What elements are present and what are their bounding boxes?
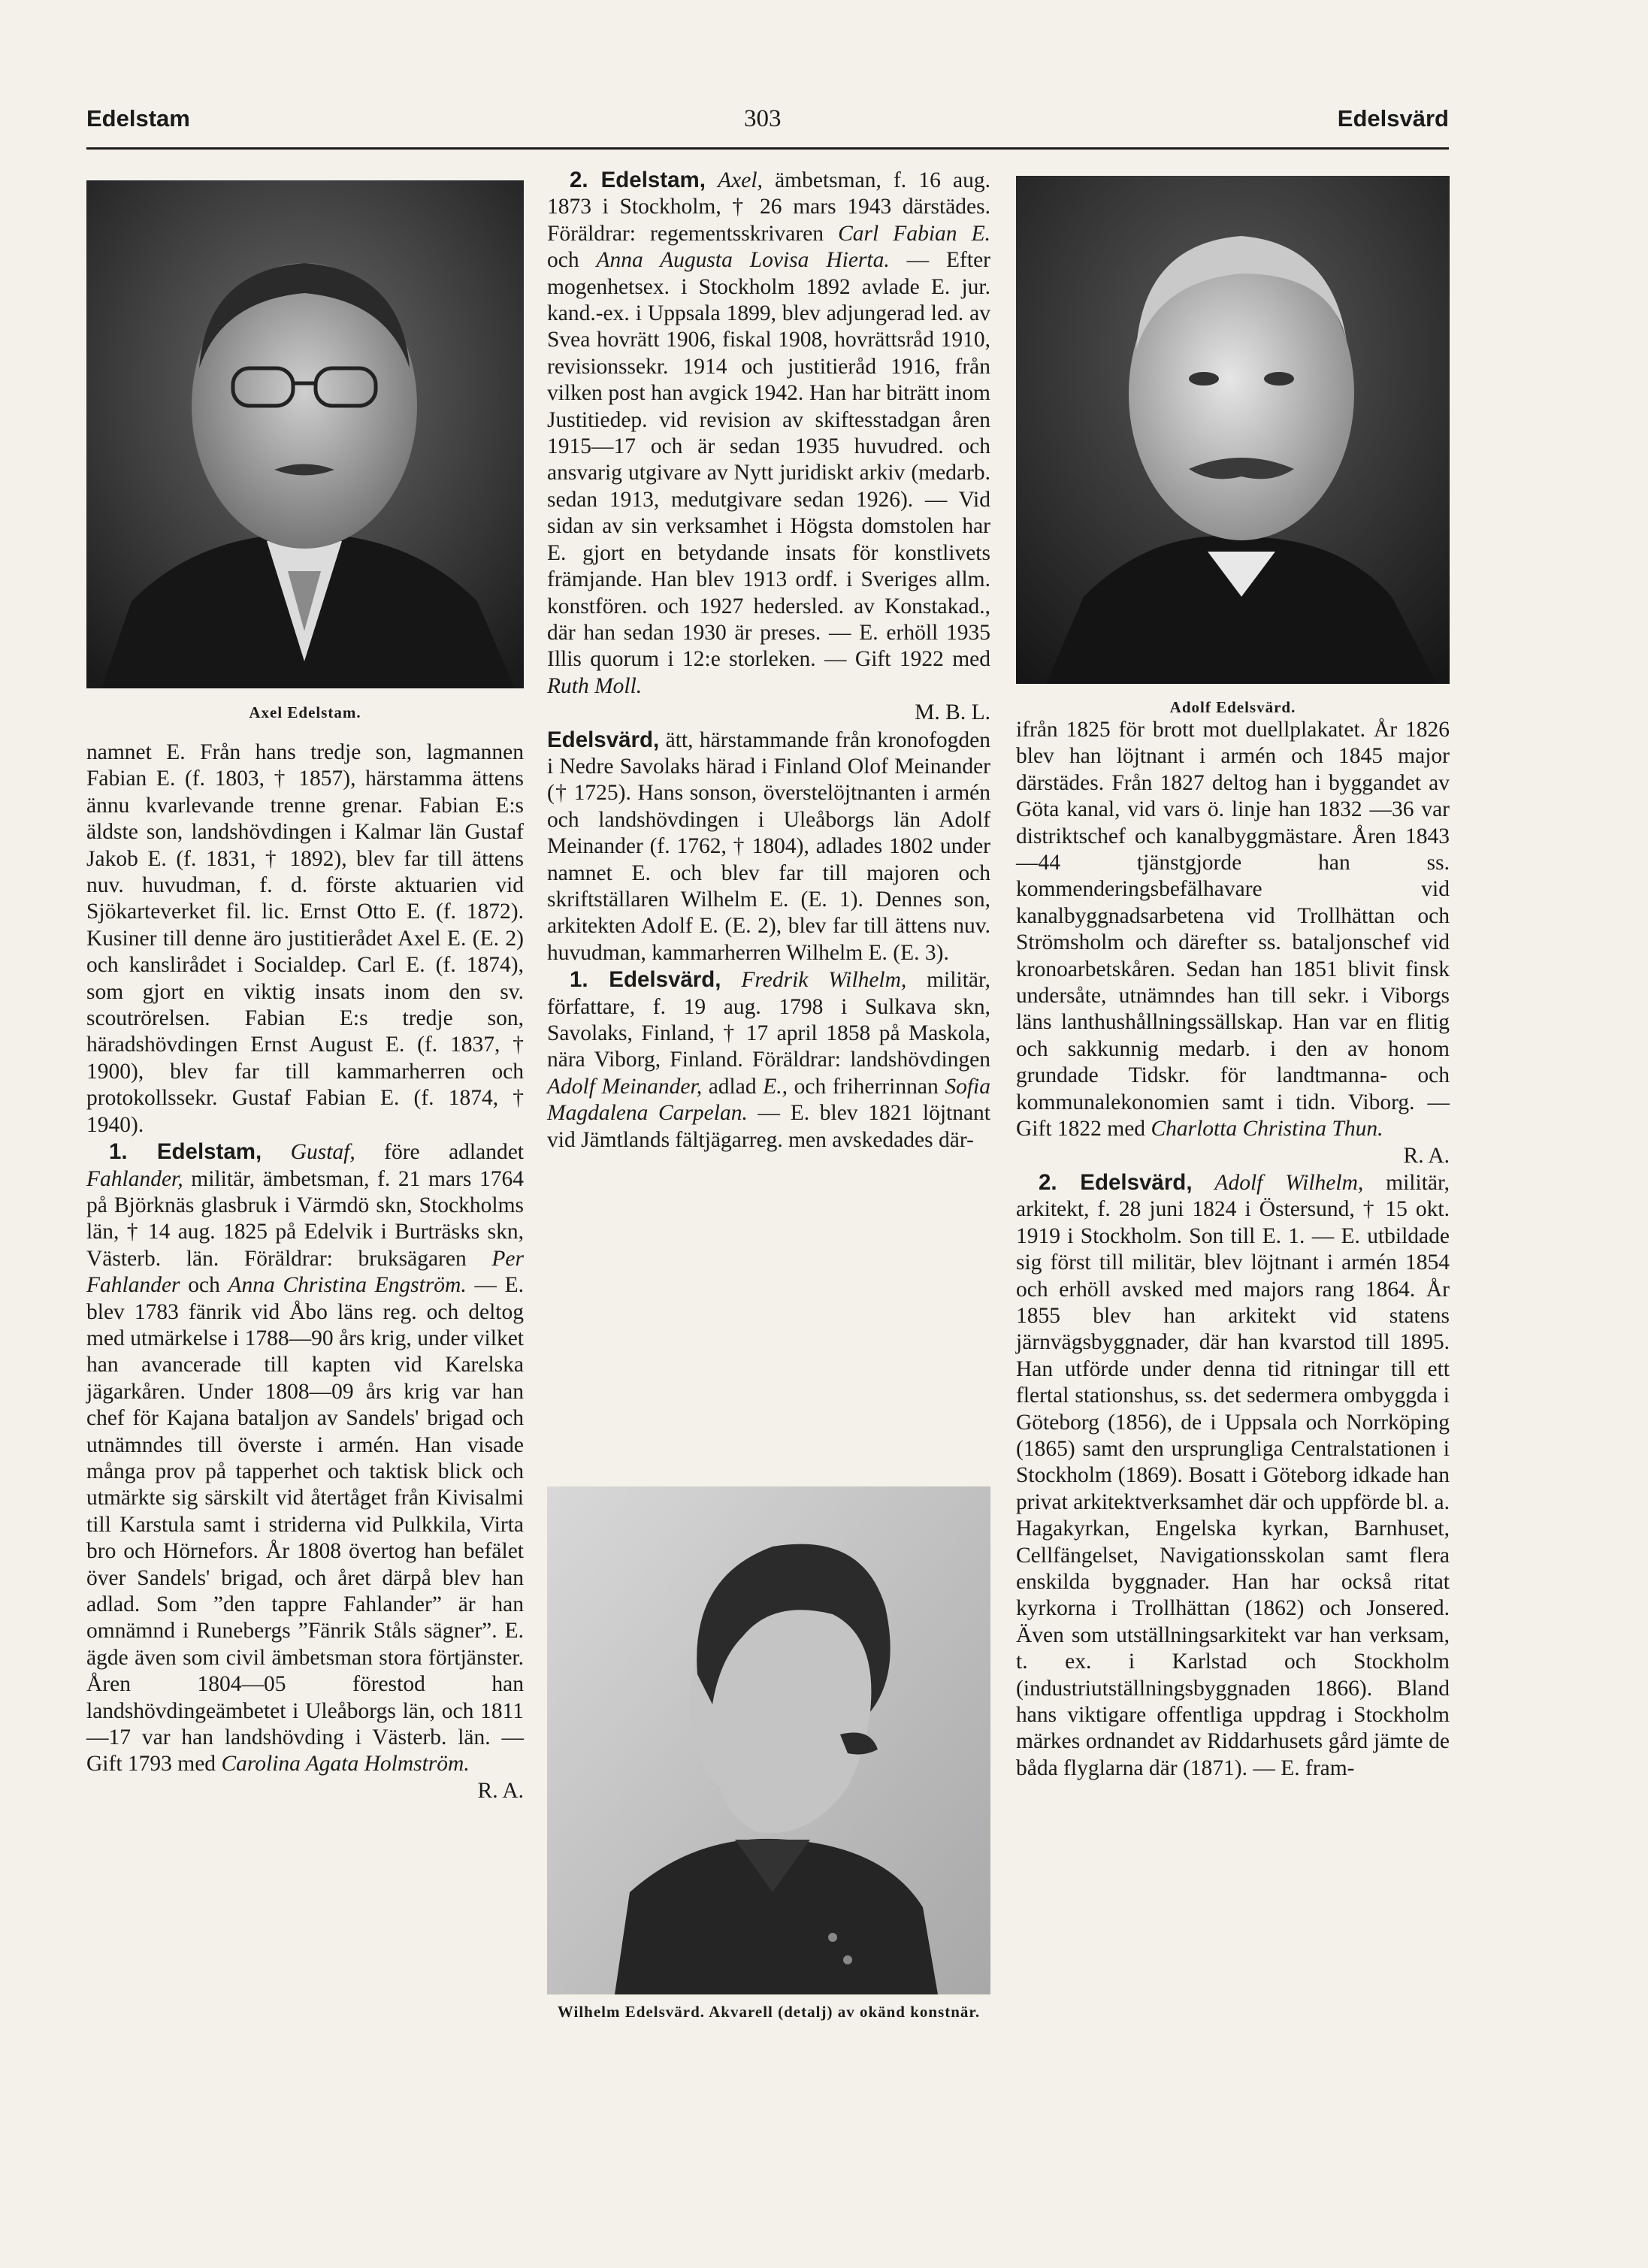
- column-middle: [547, 167, 990, 1154]
- portrait-wilhelm-edelsvard: [547, 1486, 990, 1994]
- author-signature: M. B. L.: [915, 700, 990, 725]
- author-signature: R. A.: [477, 1778, 524, 1803]
- entry-forename: Fredrik Wilhelm,: [741, 968, 907, 993]
- entry-edelsvard-family: Edelsvärd, ätt, härstammande från kronofogden i Nedre Savolaks härad i Finland Olof Meinander († 1725). Hans sonson, överstelöjtnanten i armén och landshövdingen i Uleåborgs län Adolf Meinander (f. 1762, † 1804), adlades 1802 under namnet E. och blev far till majoren och skriftställaren Wilhelm E. (E. 1). Dennes son, arkitekten Adolf E. (E. 2), blev far till ättens nuv. huvudman, kammarherren Wilhelm E. (E. 3).: [547, 727, 990, 965]
- entry-wilhelm-continued: ifrån 1825 för brott mot duellplakatet. År 1826 blev han löjtnant i armén och 1845 major därstädes. Från 1827 deltog han i byggandet av Göta kanal, vid vars ö. linje han 1832 —36 var distriktschef och kanalbyggmästare. Åren 1843—44 tjänstgjorde han ss. kommenderingsbefälhavare vid kanalbyggnadsarbetena vid Trollhättan och Strömsholm och därefter ss. bataljonschef vid kronoarbetskåren. Sedan han 1851 blivit finsk undersåte, utnämndes han till sekr. i Viborgs läns lanthushållningssällskap. Han var en flitig och sakkunnig medarb. i den av honom grundade Tidskr. för landtmanna- och kommunalekonomien samt i tidn. Viborg. — Gift 1822 med Charlotta Christina Thun. R. A.: [1016, 717, 1450, 1169]
- caption-wilhelm: Wilhelm Edelsvärd. Akvarell (detalj) av okänd konstnär.: [557, 2003, 981, 2021]
- entry-axel-edelstam: 2. Edelstam, Axel, ämbetsman, f. 16 aug. 1873 i Stockholm, † 26 mars 1943 därstädes. Föräldrar: regementsskrivaren Carl Fabian E. och Anna Augusta Lovisa Hierta. — Efter mogenhetsex. i Stockholm 1892 avlade E. jur. kand.-ex. i Uppsala 1899, blev adjungerad led. av Svea hovrätt 1906, fiskal 1908, hovrättsråd 1910, revisionssekr. 1914 och justitieråd 1916, från vilken post han avgick 1942. Han har biträtt inom Justitiedep. vid revision av skiftesstadgan åren 1915—17 och är sedan 1935 huvudred. och ansvarig utgivare av Nytt juridiskt arkiv (medarb. sedan 1913, medutgivare sedan 1926). — Vid sidan av sin verksamhet i Högsta domstolen har E. gjort en betydande insats för konstlivets främjande. Han blev 1913 ordf. i Sveriges allm. konstfören. och 1927 hedersled. av Konstakad., där han sedan 1930 är preses. — E. erhöll 1935 Illis quorum i 12:e storleken. — Gift 1922 med Ruth Moll. M. B. L.: [547, 167, 990, 727]
- lineage-paragraph: namnet E. Från hans tredje son, lagmannen Fabian E. (f. 1803, † 1857), härstamma ättens ännu kvarlevande trenne grenar. Fabian E:s äldste son, landshövdingen i Kalmar län Gustaf Jakob E. (f. 1831, † 1892), blev far till ättens nuv. huvudman, f. d. förste aktuarien vid Sjökarteverket fil. lic. Ernst Otto E. (f. 1872). Kusiner till denne äro justitierådet Axel E. (E. 2) och kanslirådet i Socialdep. Carl E. (f. 1874), som gjort en viktig insats inom den sv. scoutrörelsen. Fabian E:s tredje son, häradshövdingen Ernst August E. (f. 1837, † 1900), blev far till kammarherren och protokollssekr. Gustaf Fabian E. (f. 1874, † 1940).: [86, 740, 524, 1137]
- entry-heading: 1. Edelstam,: [109, 1139, 262, 1165]
- entry-heading: 1. Edelsvärd,: [570, 967, 721, 993]
- portrait-axel-edelstam: [86, 180, 524, 688]
- entry-heading: 2. Edelsvärd,: [1039, 1169, 1193, 1195]
- entry-forename: Axel,: [718, 168, 763, 192]
- entry-forename: Adolf Wilhelm,: [1214, 1170, 1364, 1195]
- entry-adolf-edelsvard: 2. Edelsvärd, Adolf Wilhelm, militär, arkitekt, f. 28 juni 1824 i Östersund, † 15 okt. 1919 i Stockholm. Son till E. 1. — E. utbildade sig först till militär, blev löjtnant i armén 1854 och erhöll avsked med majors rang 1864. År 1855 blev han arkitekt vid statens järnvägsbyggnader, där han kvarstod till 1895. Han utförde under denna tid ritningar till ett flertal stationshus, ss. det sedermera ombyggda i Göteborg (1856), de i Uppsala och Norrköping (1865) samt den ursprungliga Centralstationen i Stockholm (1869). Bosatt i Göteborg idkade han privat arkitektverksamhet där och uppförde bl. a. Hagakyrkan, Engelska kyrkan, Barnhuset, Cellfängelset, Navigationsskolan samt flera enskilda byggnader. Han har också ritat kyrkorna i Trollhättan (1862) och Jonsered. Även som utställningsarkitekt var han verksam, t. ex. i Karlstad och Stockholm (industriutställningsbyggnaden 1866). Bland hans viktigare offentliga uppdrag i Stockholm märkes ordnandet av Riddarhusets gård jämte de båda flyglarna där (1871). — E. fram-: [1016, 1169, 1450, 1780]
- column-right: [1016, 717, 1450, 1782]
- caption-axel: Axel Edelstam.: [249, 703, 361, 721]
- entry-forename: Gustaf,: [290, 1140, 355, 1165]
- author-signature: R. A.: [1403, 1143, 1450, 1168]
- entry-heading: 2. Edelstam,: [570, 168, 706, 192]
- caption-adolf: Adolf Edelsvärd.: [1169, 698, 1296, 716]
- running-head-left: Edelstam: [86, 105, 190, 132]
- page-number: 303: [744, 105, 782, 132]
- entry-wilhelm-edelsvard: 1. Edelsvärd, Fredrik Wilhelm, militär, författare, f. 19 aug. 1798 i Sulkava skn, Savolaks, Finland, † 17 april 1858 på Maskola, nära Viborg, Finland. Föräldrar: landshövdingen Adolf Meinander, adlad E., och friherrinnan Sofia Magdalena Carpelan. — E. blev 1821 löjtnant vid Jämtlands fältjägarreg. men avskedades där-: [547, 967, 991, 1152]
- header-rule: [86, 147, 1449, 150]
- portrait-adolf-edelsvard: [1016, 176, 1450, 684]
- entry-gustaf-edelstam: 1. Edelstam, Gustaf, före adlandet Fahlander, militär, ämbetsman, f. 21 mars 1764 på Björknäs glasbruk i Värmdö skn, Stockholms län, † 14 aug. 1825 på Edelvik i Burträsks skn, Västerb. län. Föräldrar: bruksägaren Per Fahlander och Anna Christina Engström. — E. blev 1783 fänrik vid Åbo läns reg. och deltog med utmärkelse i 1788—90 års krig, under vilket han avancerade till kapten vid Karelska jägarkåren. Under 1808—09 års krig var han chef för Kajana bataljon av Sandels' brigad och utnämndes till överste i armén. Han visade många prov på tapperhet och taktisk blick och utmärkte sig särskilt vid återtåget från Kivisalmi till Karstula samt i striderna vid Pulkkila, Virta bro och Hörnefors. År 1808 övertog han befälet över Sandels' brigad, och året därpå blev han adlad. Som ”den tappre Fahlander” är han omnämnd i Runebergs ”Fänrik Ståls sägner”. E. ägde även som civil ämbetsman stora förtjänster. Åren 1804—05 förestod han landshövdingeämbetet i Uleåborgs län, och 1811—17 var han landshövding i Västerb. län. — Gift 1793 med Carolina Agata Holmström. R. A.: [86, 1139, 524, 1804]
- portrait-adolf-image: [1016, 176, 1450, 684]
- column-left: [86, 739, 524, 1804]
- entry-heading: Edelsvärd,: [547, 727, 660, 752]
- portrait-wilhelm-image: [547, 1486, 990, 1994]
- portrait-axel-image: [86, 180, 524, 688]
- running-head-right: Edelsvärd: [1337, 105, 1449, 132]
